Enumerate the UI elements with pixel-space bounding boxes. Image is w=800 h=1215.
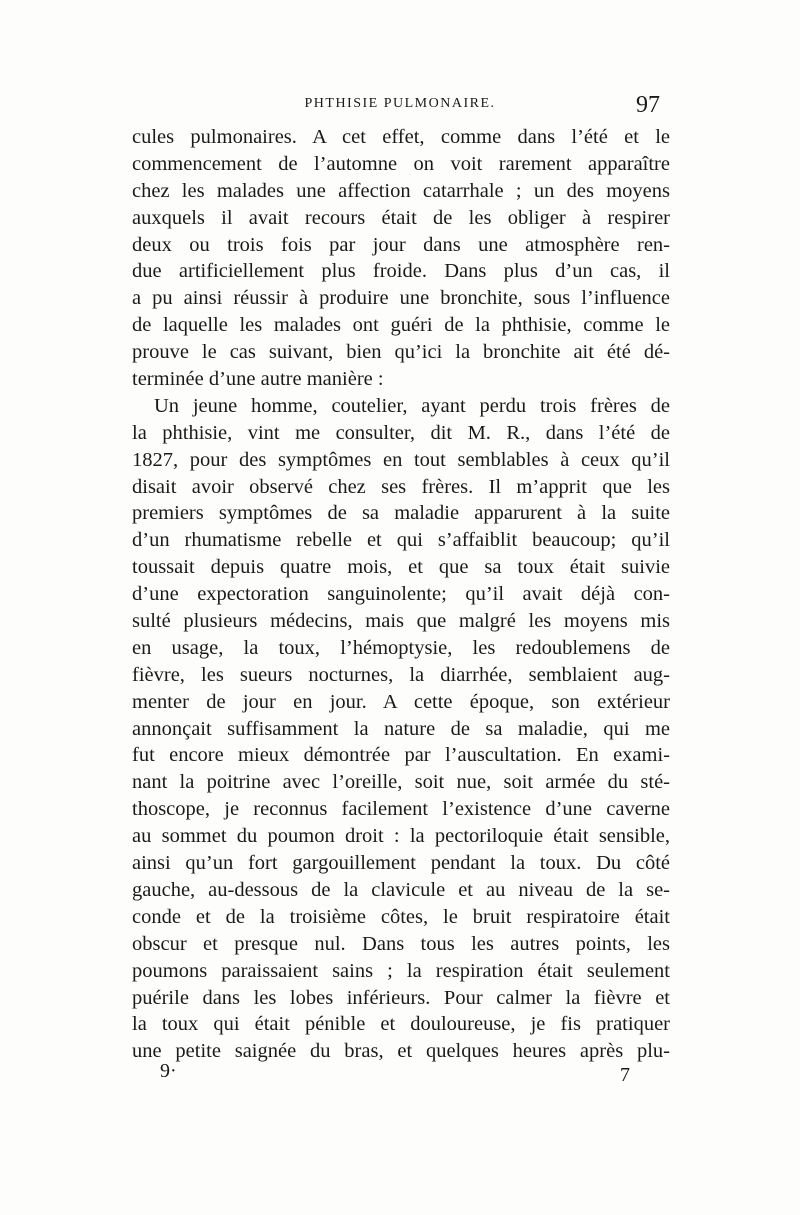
page-number: 97 xyxy=(636,92,660,118)
text-line: deux ou trois fois par jour dans une atmosphère ren- xyxy=(132,233,670,256)
text-line: chez les malades une affection catarrhale ; un des moyens xyxy=(132,179,670,202)
text-line: ainsi qu’un fort gargouillement pendant la toux. Du côté xyxy=(132,852,670,875)
footer-page-mark: 7 xyxy=(620,1064,630,1086)
text-line: fièvre, les sueurs nocturnes, la diarrhée, semblaient aug- xyxy=(132,663,670,686)
text-line: fut encore mieux démontrée par l’auscultation. En exami- xyxy=(132,744,670,767)
text-line: en usage, la toux, l’hémoptysie, les redoublemens de xyxy=(132,636,670,659)
text-line: sulté plusieurs médecins, mais que malgré les moyens mis xyxy=(132,610,670,633)
text-line: gauche, au-dessous de la clavicule et au niveau de la se- xyxy=(132,878,670,901)
text-line: premiers symptômes de sa maladie apparurent à la suite xyxy=(132,502,670,525)
text-line: cules pulmonaires. A cet effet, comme dans l’été et le xyxy=(132,126,670,148)
text-line: une petite saignée du bras, et quelques heures après plu- xyxy=(132,1040,670,1063)
text-line: prouve le cas suivant, bien qu’ici la bronchite ait été dé- xyxy=(132,341,670,364)
text-line: d’un rhumatisme rebelle et qui s’affaiblit beaucoup; qu’il xyxy=(132,529,670,552)
text-line: nant la poitrine avec l’oreille, soit nue, soit armée du sté- xyxy=(132,771,670,794)
text-line: a pu ainsi réussir à produire une bronchite, sous l’influence xyxy=(132,287,670,310)
text-line: thoscope, je reconnus facilement l’existence d’une caverne xyxy=(132,798,670,821)
page-footer xyxy=(160,1060,630,1090)
text-line: la toux qui était pénible et douloureuse, je fis pratiquer xyxy=(132,1013,670,1036)
text-line: puérile dans les lobes inférieurs. Pour calmer la fièvre et xyxy=(132,986,670,1009)
text-line: commencement de l’automne on voit rarement apparaître xyxy=(132,152,670,175)
running-title: PHTHISIE PULMONAIRE. xyxy=(304,96,496,111)
text-line: au sommet du poumon droit : la pectoriloquie était sensible, xyxy=(132,825,670,848)
text-line: la phthisie, vint me consulter, dit M. R., dans l’été de xyxy=(132,421,670,444)
text-line: conde et de la troisième côtes, le bruit respiratoire était xyxy=(132,905,670,928)
text-line: de laquelle les malades ont guéri de la phthisie, comme le xyxy=(132,314,670,337)
signature-mark: 9· xyxy=(160,1060,177,1082)
text-line: terminée d’une autre manière : xyxy=(132,368,384,391)
text-line: toussait depuis quatre mois, et que sa toux était suivie xyxy=(132,556,670,579)
text-line: obscur et presque nul. Dans tous les autres points, les xyxy=(132,932,670,955)
text-line: disait avoir observé chez ses frères. Il m’apprit que les xyxy=(132,475,670,498)
text-line: 1827, pour des symptômes en tout semblables à ceux qu’il xyxy=(132,448,670,471)
text-line: poumons paraissaient sains ; la respiration était seulement xyxy=(132,959,670,982)
body-text xyxy=(132,124,670,1065)
text-line: annonçait suffisamment la nature de sa maladie, qui me xyxy=(132,717,670,740)
text-line: menter de jour en jour. A cette époque, son extérieur xyxy=(132,690,670,713)
text-line: d’une expectoration sanguinolente; qu’il avait déjà con- xyxy=(132,583,670,606)
text-line: due artificiellement plus froide. Dans plus d’un cas, il xyxy=(132,260,670,283)
text-line: Un jeune homme, coutelier, ayant perdu trois frères de xyxy=(154,394,670,417)
text-line: auxquels il avait recours était de les obliger à respirer xyxy=(132,206,670,229)
running-head xyxy=(140,92,660,118)
